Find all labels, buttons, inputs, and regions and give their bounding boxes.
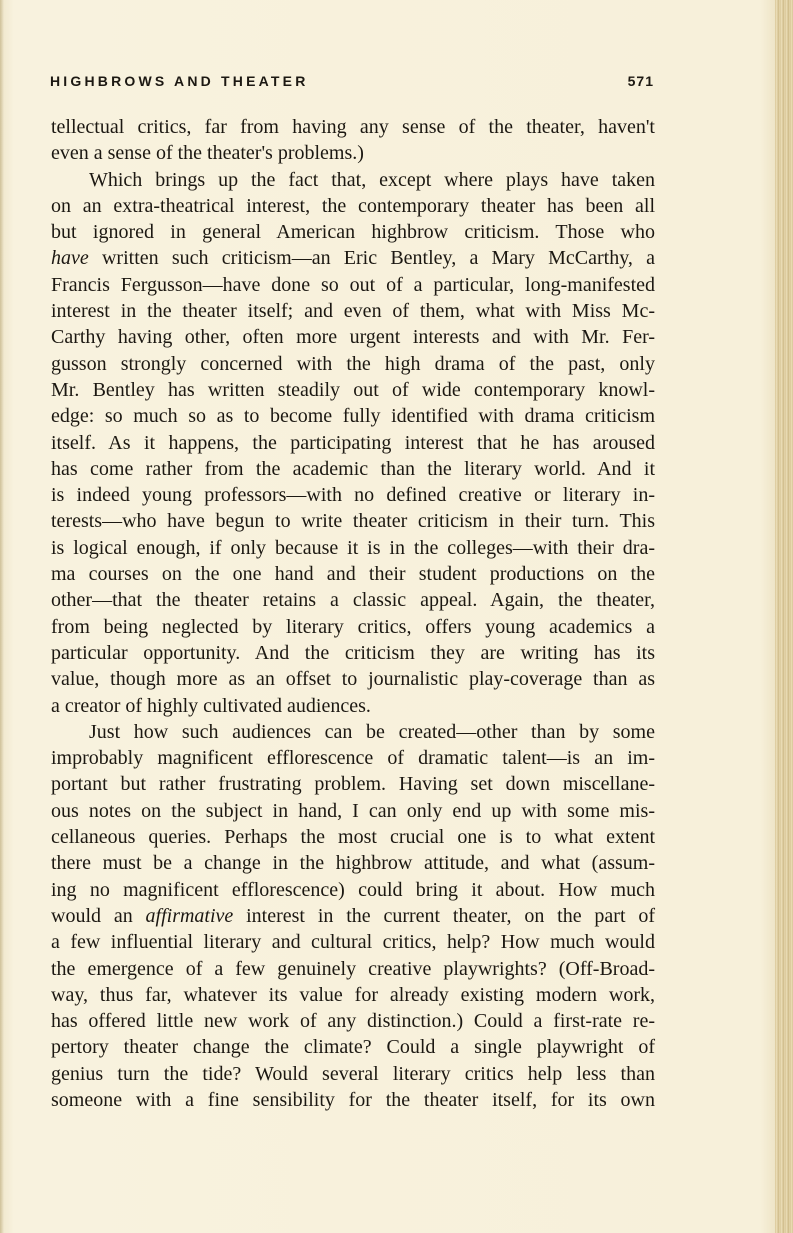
text-line-16: terests—who have begun to write theater criticism in their turn. This — [51, 510, 655, 533]
page-number: 571 — [627, 73, 654, 89]
text-line-21: particular opportunity. And the criticism they are writing has its — [51, 641, 655, 664]
text-line-1: tellectual critics, far from having any sense of the theater, haven't — [51, 116, 655, 138]
text-line-15: is indeed young professors—with no defined creative or literary in- — [51, 484, 655, 507]
text-line-11: Mr. Bentley has written steadily out of wide contemporary knowl- — [51, 378, 655, 401]
page-edge — [775, 0, 793, 1233]
text-line-22: value, though more as an offset to journalistic play-coverage than as — [51, 668, 655, 691]
text-line-26: portant but rather frustrating problem. Having set down miscellane- — [51, 773, 655, 796]
text-line-28: cellaneous queries. Perhaps the most crucial one is to what extent — [51, 826, 655, 849]
running-head — [50, 73, 654, 101]
text-line-31 — [51, 903, 655, 929]
text-line-37: genius turn the tide? Would several literary critics help less than — [51, 1062, 655, 1085]
text-line-2: even a sense of the theater's problems.) — [51, 142, 364, 165]
text-line-27: ous notes on the subject in hand, I can only end up with some mis- — [51, 799, 655, 822]
text-line-9: Carthy having other, often more urgent interests and with Mr. Fer- — [51, 326, 655, 349]
text-line-33: the emergence of a few genuinely creative playwrights? (Off-Broad- — [51, 957, 655, 980]
text-line-38: someone with a fine sensibility for the theater itself, for its own — [51, 1088, 655, 1111]
text-line-14: has come rather from the academic than the literary world. And it — [51, 457, 655, 480]
text-line-34: way, thus far, whatever its value for already existing modern work, — [51, 983, 655, 1006]
would-an-text: would an — [51, 904, 133, 927]
text-line-13: itself. As it happens, the participating interest that he has aroused — [51, 431, 655, 454]
text-line-6 — [51, 245, 655, 271]
text-line-30: ing no magnificent efflorescence) could bring it about. How much — [51, 878, 655, 901]
text-line-29: there must be a change in the highbrow attitude, and what (assum- — [51, 852, 655, 875]
running-title: HIGHBROWS AND THEATER — [50, 73, 309, 89]
text-line-20: from being neglected by literary critics, offers young academics a — [51, 615, 655, 638]
text-line-8: interest in the theater itself; and even of them, what with Miss Mc- — [51, 300, 655, 323]
text-line-36: pertory theater change the climate? Could a single playwright of — [51, 1036, 655, 1059]
text-line-35: has offered little new work of any distinction.) Could a first-rate re- — [51, 1010, 655, 1033]
text-line-6-rest: written such criticism—an Eric Bentley, a Mary McCarthy, a — [101, 247, 655, 270]
text-line-18: ma courses on the one hand and their student productions on the — [51, 563, 655, 586]
page-gutter-shadow — [0, 0, 4, 1233]
body-text — [51, 114, 655, 1113]
text-line-4: on an extra-theatrical interest, the contemporary theater has been all — [51, 194, 655, 217]
italic-have: have — [51, 247, 89, 270]
text-line-10: gusson strongly concerned with the high drama of the past, only — [51, 352, 655, 375]
text-line-17: is logical enough, if only because it is in the colleges—with their dra- — [51, 536, 655, 559]
text-line-12: edge: so much so as to become fully identified with drama criticism — [51, 405, 655, 428]
text-line-31-rest: interest in the current theater, on the part of — [246, 904, 655, 927]
text-line-3: Which brings up the fact that, except where plays have taken — [89, 168, 655, 191]
text-line-7: Francis Fergusson—have done so out of a particular, long-manifested — [51, 273, 655, 296]
text-line-19: other—that the theater retains a classic appeal. Again, the theater, — [51, 589, 655, 612]
italic-affirmative: affirmative — [145, 904, 234, 927]
text-line-32: a few influential literary and cultural critics, help? How much would — [51, 931, 655, 954]
text-line-24: Just how such audiences can be created—other than by some — [89, 720, 655, 743]
text-line-5: but ignored in general American highbrow criticism. Those who — [51, 221, 655, 244]
text-line-23: a creator of highly cultivated audiences. — [51, 694, 371, 717]
text-line-25: improbably magnificent efflorescence of dramatic talent—is an im- — [51, 747, 655, 770]
